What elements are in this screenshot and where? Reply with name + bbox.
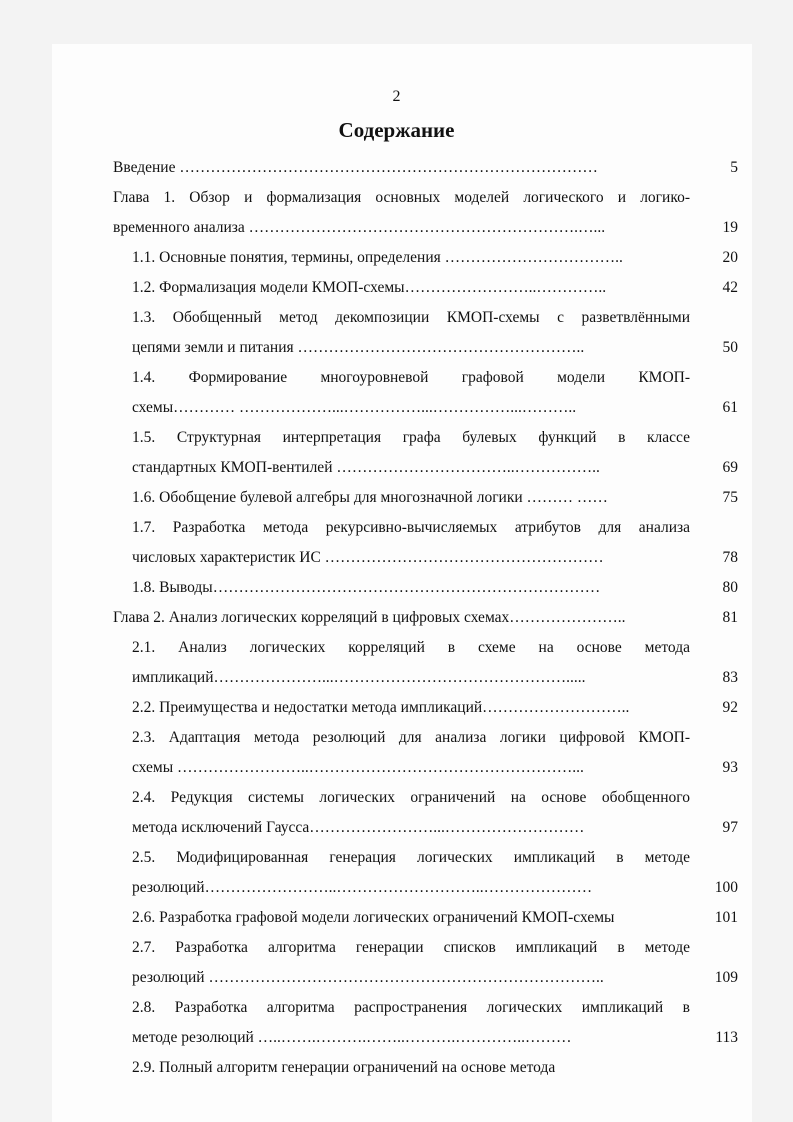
toc-entry-line: числовых характеристик ИС ……………………………………………… — [132, 549, 604, 566]
toc-page-number: 93 — [722, 759, 738, 776]
toc-entry-line: Глава 2. Анализ логических корреляций в цифровых схемах………………….. — [113, 609, 626, 626]
toc-page-number: 69 — [722, 459, 738, 476]
toc-entry-line: резолюций……………………..………………………..………………… — [132, 879, 593, 896]
toc-page-number: 80 — [722, 579, 738, 596]
toc-entry-line: 2.8. Разработка алгоритма распространения логических импликаций в — [132, 999, 690, 1016]
toc-entry-line: Введение ……………………………………………………………………… — [113, 159, 598, 176]
toc-page-number: 113 — [715, 1029, 738, 1046]
toc-entry-line: 1.3. Обобщенный метод декомпозиции КМОП-схемы с разветвлёнными — [132, 309, 690, 326]
toc-entry-line: метода исключений Гаусса……………………...……………………… — [132, 819, 585, 836]
toc-entry-line: 1.7. Разработка метода рекурсивно-вычисляемых атрибутов для анализа — [132, 519, 690, 536]
toc-entry-line: стандартных КМОП-вентилей ……………………………..…………….. — [132, 459, 600, 476]
toc-entry-line: 2.7. Разработка алгоритма генерации списков импликаций в методе — [132, 939, 690, 956]
toc-page-number: 78 — [722, 549, 738, 566]
toc-page-number: 100 — [714, 879, 738, 896]
toc-entry-line: 2.3. Адаптация метода резолюций для анализа логики цифровой КМОП- — [132, 729, 690, 746]
toc-page-number: 109 — [714, 969, 738, 986]
toc-entry-line: методе резолюций …..…….……….……..……….…………..……… — [132, 1029, 572, 1046]
toc-page-number: 97 — [722, 819, 738, 836]
toc-entry-line: 1.1. Основные понятия, термины, определения …………………………….. — [132, 249, 623, 266]
toc-entry-line: 1.6. Обобщение булевой алгебры для многозначной логики ……… …… — [132, 489, 608, 506]
toc-page-number: 83 — [722, 669, 738, 686]
toc-entry-line: 2.5. Модифицированная генерация логических импликаций в методе — [132, 849, 690, 866]
toc-page-number: 42 — [722, 279, 738, 296]
toc-entry-line: 2.1. Анализ логических корреляций в схеме на основе метода — [132, 639, 690, 656]
toc-entry-line: 2.2. Преимущества и недостатки метода импликаций……………………….. — [132, 699, 630, 716]
page-title: Содержание — [338, 118, 455, 142]
toc-entry-line: 1.5. Структурная интерпретация графа булевых функций в классе — [132, 429, 690, 446]
toc-page-number: 75 — [722, 489, 738, 506]
toc-page-number: 81 — [722, 609, 738, 626]
toc-page-number: 101 — [714, 909, 738, 926]
toc-entry-line: 2.6. Разработка графовой модели логических ограничений КМОП-схемы — [132, 909, 615, 926]
toc-entry-line: схемы………… ………………...……………...……………...……….. — [132, 399, 577, 416]
toc-page-number: 5 — [730, 159, 738, 176]
toc-page-number: 92 — [722, 699, 738, 716]
toc-entry-line: 2.9. Полный алгоритм генерации ограничений на основе метода — [132, 1059, 556, 1076]
toc-entry-line: цепями земли и питания ……………………………………………….. — [132, 339, 585, 356]
toc-entry-line: 1.2. Формализация модели КМОП-схемы……………………..………….. — [132, 279, 607, 296]
toc-page-number: 50 — [722, 339, 738, 356]
toc-entry-line: 2.4. Редукция системы логических ограничений на основе обобщенного — [132, 789, 690, 806]
toc-entry-line: резолюций ………………………………………………………………….. — [132, 969, 604, 986]
toc-entry-line: импликаций…………………...………………………………………..... — [132, 669, 586, 686]
toc-entry-line: Глава 1. Обзор и формализация основных моделей логического и логико- — [113, 189, 690, 206]
toc-entry-line: 1.4. Формирование многоуровневой графовой модели КМОП- — [132, 369, 690, 386]
toc-entry-line: временного анализа ……………………………………………………….…... — [113, 219, 606, 236]
toc-page-number: 20 — [722, 249, 738, 266]
toc-page-number: 19 — [722, 219, 738, 236]
toc-page-number: 61 — [722, 399, 738, 416]
toc-entry-line: 1.8. Выводы………………………………………………………………… — [132, 579, 601, 596]
page-number: 2 — [392, 88, 401, 105]
toc-entry-line: схемы ……………………..……………………………………………... — [132, 759, 584, 776]
